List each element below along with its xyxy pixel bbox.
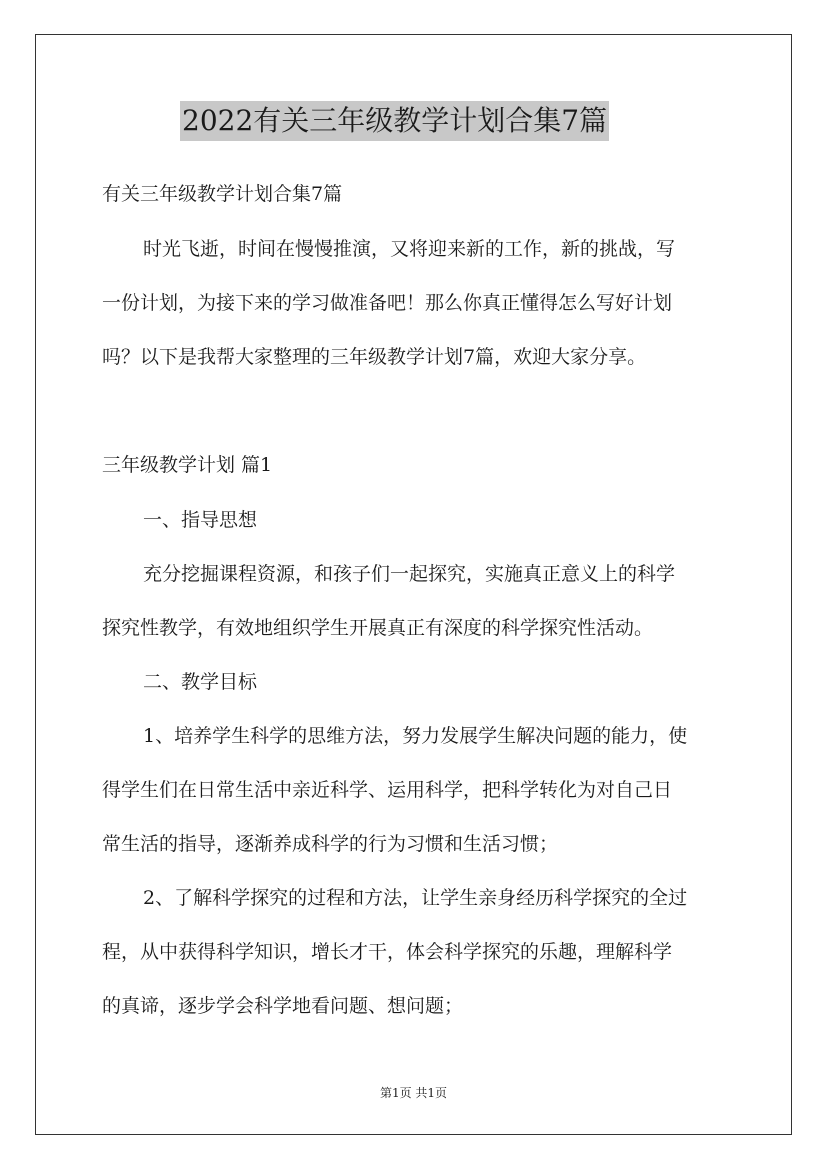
paragraph-1-line-2: 探究性教学，有效地组织学生开展真正有深度的科学探究性活动。	[102, 617, 654, 639]
intro-line-1: 时光飞逝，时间在慢慢推演，又将迎来新的工作，新的挑战，写	[143, 238, 676, 260]
item-2-line-3: 的真谛，逐步学会科学地看问题、想问题；	[102, 995, 464, 1017]
section-heading: 三年级教学计划 篇1	[102, 454, 273, 476]
item-1-line-3: 常生活的指导，逐渐养成科学的行为习惯和生活习惯；	[102, 833, 559, 855]
item-2-line-2: 程，从中获得科学知识，增长才干，体会科学探究的乐趣，理解科学	[102, 941, 673, 963]
document-title: 2022有关三年级教学计划合集7篇	[180, 101, 609, 141]
page-footer: 第1页 共1页	[379, 1086, 448, 1100]
paragraph-1-line-1: 充分挖掘课程资源，和孩子们一起探究，实施真正意义上的科学	[143, 563, 676, 585]
item-2-line-1: 2、了解科学探究的过程和方法，让学生亲身经历科学探究的全过	[143, 887, 688, 909]
item-1-line-1: 1、培养学生科学的思维方法，努力发展学生解决问题的能力，使	[143, 725, 688, 747]
intro-line-2: 一份计划，为接下来的学习做准备吧！那么你真正懂得怎么写好计划	[102, 292, 673, 314]
heading-teaching-goals: 二、教学目标	[143, 671, 258, 693]
item-1-line-2: 得学生们在日常生活中亲近科学、运用科学，把科学转化为对自己日	[102, 779, 673, 801]
intro-line-3: 吗？以下是我帮大家整理的三年级教学计划7篇，欢迎大家分享。	[102, 346, 647, 368]
document-subtitle: 有关三年级教学计划合集7篇	[102, 183, 343, 205]
heading-guiding-ideology: 一、指导思想	[143, 509, 258, 531]
